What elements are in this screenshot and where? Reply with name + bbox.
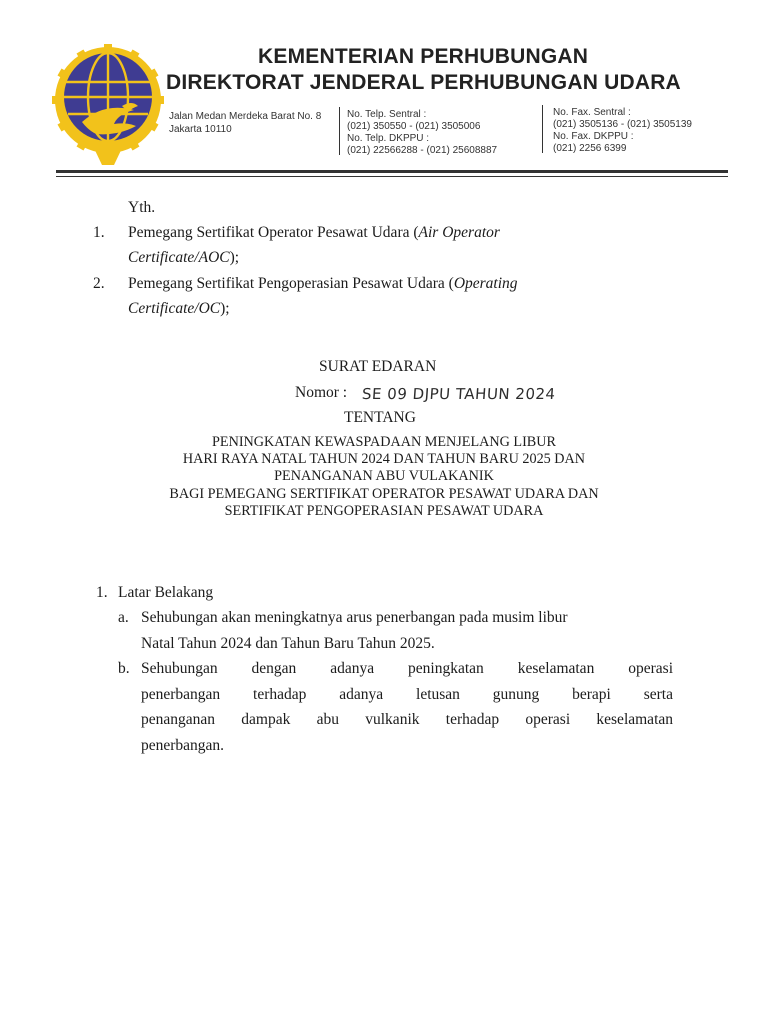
- addressee-item-1-line-1: Pemegang Sertifikat Operator Pesawat Udara (Air Operator: [128, 224, 500, 241]
- ministry-emblem-logo: [52, 44, 164, 166]
- subject-line: PENANGANAN ABU VULAKANIK: [274, 468, 494, 484]
- telp-dkppu-label: No. Telp. DKPPU :: [347, 133, 430, 144]
- salutation: Yth.: [128, 199, 156, 216]
- addressee-item-1-line-2: Certificate/AOC);: [128, 249, 240, 266]
- letterhead-rule-thick: [56, 170, 728, 173]
- addressee-item-2-line-2: Certificate/OC);: [128, 300, 230, 317]
- addressee-item-2-line-1: Pemegang Sertifikat Pengoperasian Pesawat Udara (Operating: [128, 275, 518, 292]
- letterhead-divider: [542, 105, 543, 153]
- address-line-1: Jalan Medan Merdeka Barat No. 8: [169, 111, 322, 122]
- section-number: 1.: [96, 584, 108, 601]
- subject-line: SERTIFIKAT PENGOPERASIAN PESAWAT UDARA: [224, 503, 544, 519]
- subject-line: PENINGKATAN KEWASPADAAN MENJELANG LIBUR: [212, 434, 556, 450]
- fax-sentral-number: (021) 3505136 - (021) 3505139: [553, 119, 692, 130]
- subject-line: HARI RAYA NATAL TAHUN 2024 DAN TAHUN BARU 2025 DAN: [182, 451, 586, 467]
- subject-line: BAGI PEMEGANG SERTIFIKAT OPERATOR PESAWAT UDARA DAN: [169, 486, 599, 502]
- addressee-number: 1.: [93, 224, 105, 241]
- fax-dkppu-number: (021) 2256 6399: [553, 143, 627, 154]
- nomor-value-handwritten: SE 09 DJPU TAHUN 2024: [361, 385, 557, 403]
- circular-title: SURAT EDARAN: [319, 358, 437, 375]
- nomor-label: Nomor :: [295, 384, 348, 401]
- address-line-2: Jakarta 10110: [169, 124, 232, 135]
- directorate-name: DIREKTORAT JENDERAL PERHUBUNGAN UDARA: [166, 71, 681, 94]
- addressee-number: 2.: [93, 275, 105, 292]
- point-b-line: penanganan dampak abu vulkanik terhadap operasi keselamatan: [141, 711, 673, 728]
- letterhead-rule-thin: [56, 176, 728, 177]
- point-a-line: Natal Tahun 2024 dan Tahun Baru Tahun 2025.: [141, 635, 435, 652]
- telp-sentral-label: No. Telp. Sentral :: [347, 109, 427, 120]
- point-b-line: penerbangan.: [141, 737, 225, 754]
- fax-dkppu-label: No. Fax. DKPPU :: [553, 131, 634, 142]
- telp-sentral-number: (021) 350550 - (021) 3505006: [347, 121, 481, 132]
- point-a-line: Sehubungan akan meningkatnya arus penerbangan pada musim libur: [141, 609, 568, 626]
- telp-dkppu-number: (021) 22566288 - (021) 25608887: [347, 145, 498, 156]
- point-b-line: Sehubungan dengan adanya peningkatan keselamatan operasi: [141, 660, 673, 677]
- section-heading: Latar Belakang: [118, 584, 214, 601]
- ministry-name: KEMENTERIAN PERHUBUNGAN: [258, 45, 589, 68]
- point-b-label: b.: [118, 660, 130, 677]
- point-a-label: a.: [118, 609, 129, 626]
- fax-sentral-label: No. Fax. Sentral :: [553, 107, 631, 118]
- tentang-label: TENTANG: [344, 409, 416, 426]
- point-b-line: penerbangan terhadap adanya letusan gunung berapi serta: [141, 686, 673, 703]
- letterhead-divider: [339, 107, 340, 155]
